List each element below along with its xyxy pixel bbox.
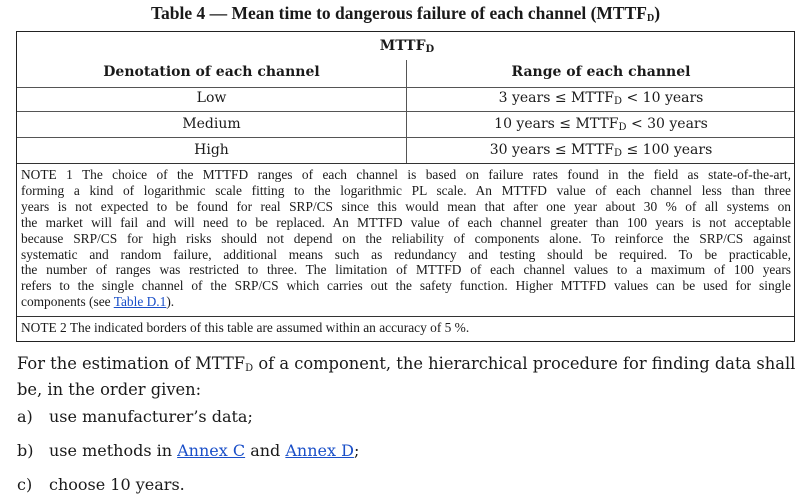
range-sub: D: [614, 148, 623, 159]
list-label: c): [17, 475, 33, 494]
procedure-paragraph: [17, 353, 797, 400]
group-header-main: MTTF: [379, 38, 426, 54]
range-sub: D: [614, 96, 623, 107]
paragraph-sub: D: [245, 363, 254, 374]
note-1-last-line: [21, 294, 791, 310]
range-sub: D: [618, 122, 627, 133]
list-label: b): [17, 441, 34, 460]
row-medium-range: [407, 116, 795, 133]
annex-d-link[interactable]: Annex D: [285, 441, 354, 460]
table-d1-link[interactable]: Table D.1: [113, 294, 167, 310]
note-1-text-end: ).: [166, 294, 175, 310]
paragraph-text-post: of a component, the hierarchical procedure for finding data shall be, in the order given:: [17, 354, 796, 399]
note-1-line: systematic and random failure, additional means such as redundancy and testing should be required. To be practicable,: [21, 246, 791, 262]
list-item: [17, 475, 185, 494]
col-header-range: Range of each channel: [511, 64, 691, 80]
paragraph-text: For the estimation of MTTF: [17, 354, 246, 373]
list-item: [17, 407, 253, 426]
list-label: a): [17, 407, 33, 426]
list-text: use manufacturer’s data;: [49, 407, 253, 426]
range-text-post: ≤ 100 years: [622, 142, 713, 158]
divider: [17, 316, 794, 317]
range-text: 30 years ≤ MTTF: [489, 142, 615, 158]
list-text: and: [245, 441, 286, 460]
note-1-text: components (see: [21, 294, 114, 310]
note-1: [21, 167, 791, 310]
range-text-post: < 30 years: [626, 116, 708, 132]
list-item: [17, 441, 359, 460]
note-1-line: because SRP/CS for high risks should not depend on the reliability of components alone. To reinforce the SRP/CS against: [21, 230, 791, 246]
col-header-denotation: Denotation of each channel: [103, 64, 320, 80]
annex-c-link[interactable]: Annex C: [177, 441, 246, 460]
range-text: 10 years ≤ MTTF: [494, 116, 619, 132]
row-low-denotation: Low: [196, 90, 227, 106]
range-text: 3 years ≤ MTTF: [498, 90, 615, 106]
note-1-line: the market will fail and will need to be replaced. An MTTFD value of each channel greater than 100 years is not acceptable: [21, 214, 791, 230]
range-text-post: < 10 years: [622, 90, 704, 106]
note-1-line: NOTE 1 The choice of the MTTFD ranges of each channel is based on failure rates found in the field as state-of-the-art,: [21, 167, 791, 182]
note-1-line: years is not expected to be found for real SRP/CS since this would mean that after one year about 30 % of all systems on: [21, 198, 791, 214]
note-2-text: NOTE 2 The indicated borders of this table are assumed within an accuracy of 5 %.: [21, 320, 470, 335]
caption-subscript: D: [646, 13, 655, 24]
row-medium-denotation: Medium: [182, 116, 241, 132]
note-1-line: the number of ranges was restricted to three. The limitation of MTTFD of each channel values to a maximum of 100 years: [21, 262, 791, 278]
caption-text: Table 4 — Mean time to dangerous failure of each channel (MTTF: [150, 3, 647, 23]
note-1-line: refers to the single channel of the SRP/CS which carries out the safety function. Higher MTTFD values can be used for single: [21, 278, 791, 294]
column-divider: [406, 87, 407, 163]
divider: [17, 163, 794, 164]
list-text: use methods in: [49, 441, 178, 460]
table-caption: [0, 3, 811, 24]
row-high-range: [407, 142, 795, 159]
note-1-line: forming a kind of logarithmic scale fitting to the logarithmic PL scale. An MTTFD value of each channel less than three: [21, 182, 791, 198]
row-high-denotation: High: [194, 142, 229, 158]
note-2: [21, 320, 791, 336]
caption-suffix: ): [654, 3, 661, 23]
list-text: choose 10 years.: [49, 475, 185, 494]
row-low-range: [407, 90, 795, 107]
list-text: ;: [353, 441, 360, 460]
group-header-sub: D: [425, 44, 435, 55]
mttfd-table: [16, 31, 795, 342]
